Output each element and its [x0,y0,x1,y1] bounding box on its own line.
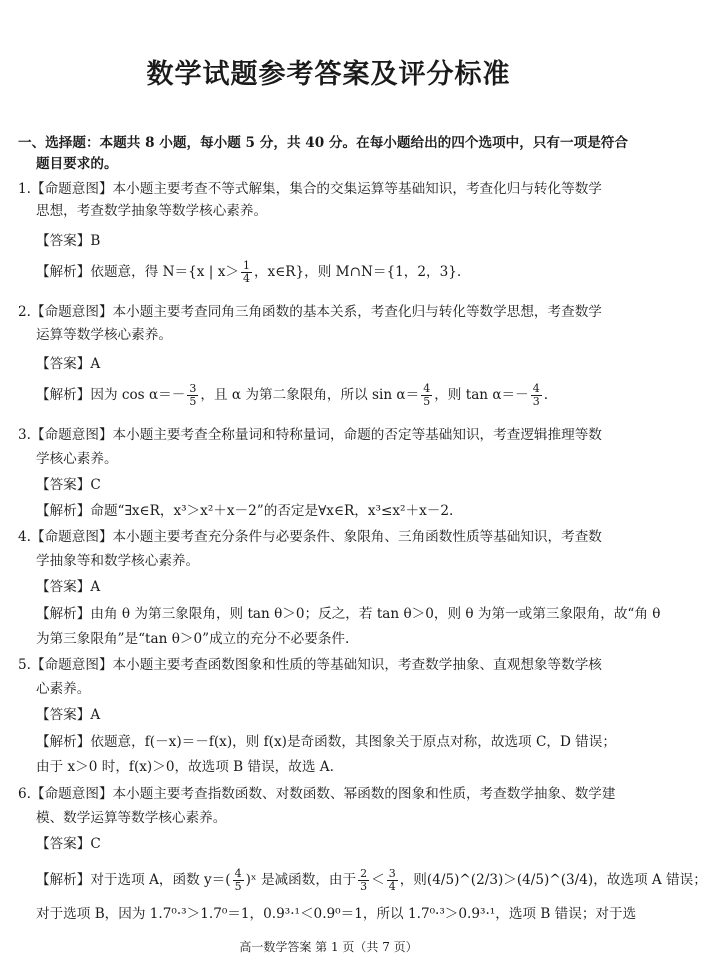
q2-answer: 【答案】A [36,356,101,372]
q2-fraction-tan: $\frac{4}{3}$ [532,382,540,408]
q2-intent-line1: 2.【命题意图】本小题主要考查同角三角函数的基本关系，考查化归与转化等数学思想，考查数学 [18,304,602,320]
q6-analysis-line2: 对于选项 B，因为 1.7⁰·³＞1.7⁰＝1，0.9³·¹＜0.9⁰＝1，所以 1.7⁰·³＞0.9³·¹，选项 B 错误；对于选 [36,906,637,922]
q1-fraction: $\frac{1}{4}$ [242,259,250,285]
q4-intent-line2: 学抽象等和数学核心素养。 [36,553,200,569]
q4-intent-line1: 4.【命题意图】本小题主要考查充分条件与必要条件、象限角、三角函数性质等基础知识，考查数 [18,529,602,545]
q3-intent-line1: 3.【命题意图】本小题主要考查全称量词和特称量词，命题的否定等基础知识，考查逻辑推理等数 [18,427,602,443]
q6-analysis-line1: 【解析】对于选项 A，函数 y＝( $\frac{4}{5}$ )ˣ 是减函数，由于 $\frac{2}{3}$ ＜ $\frac{3}{4}$ ，则(4/5)^(2/3)＞(4/5)^(3/4)，故选项 A 错误； [36,867,707,893]
q5-analysis-line1: 【解析】依题意，f(－x)＝－f(x)，则 f(x)是奇函数，其图象关于原点对称，故选项 C，D 错误； [36,734,616,750]
q1-analysis-suffix: ，x∈R}，则 M∩N＝{1，2，3}. [253,264,462,280]
q6-intent-line1: 6.【命题意图】本小题主要考查指数函数、对数函数、幂函数的图象和性质，考查数学抽象、数学建 [18,786,616,802]
q4-analysis-line2: 为第三象限角”是“tan θ＞0”成立的充分不必要条件. [36,631,350,647]
q5-intent-line1: 5.【命题意图】本小题主要考查函数图象和性质的等基础知识，考查数学抽象、直观想象等数学核 [18,657,602,673]
q2-fraction-sin: $\frac{4}{5}$ [423,382,431,408]
page-title: 数学试题参考答案及评分标准 [146,59,511,90]
page-footer: 高一数学答案 第 1 页（共 7 页） [239,940,418,954]
q5-intent-line2: 心素养。 [36,681,91,697]
q4-answer: 【答案】A [36,579,101,595]
q2-intent-line2: 运算等数学核心素养。 [36,327,172,343]
q2-fraction-cos: $\frac{3}{5}$ [189,382,197,408]
q1-analysis [36,259,642,285]
section-heading-line2: 题目要求的。 [36,156,118,172]
q6-fraction-base: $\frac{4}{5}$ [234,867,242,893]
q1-intent-line1: 1.【命题意图】本小题主要考查不等式解集，集合的交集运算等基础知识，考查化归与转化等数学 [18,181,602,197]
q1-answer: 【答案】B [36,233,101,249]
q6-answer: 【答案】C [36,836,101,852]
q3-answer: 【答案】C [36,477,101,493]
section-heading-line1: 一、选择题：本题共 8 小题，每小题 5 分，共 40 分。在每小题给出的四个选项中，只有一项是符合 [18,135,628,151]
q5-answer: 【答案】A [36,707,101,723]
q1-intent-line2: 思想，考查数学抽象等数学核心素养。 [36,203,268,219]
q6-fraction-two-thirds: $\frac{2}{3}$ [360,867,368,893]
q6-fraction-three-quarters: $\frac{3}{4}$ [388,867,396,893]
q2-analysis: 【解析】因为 cos α＝－ $\frac{3}{5}$ ，且 α 为第二象限角，所以 sin α＝ $\frac{4}{5}$ ，则 tan α＝－ $\frac{4}{3}$ . [36,382,549,408]
q3-intent-line2: 学核心素养。 [36,451,118,467]
q1-analysis-prefix: 【解析】依题意，得 N＝{x | x＞ [36,264,239,280]
q4-analysis-line1: 【解析】由角 θ 为第三象限角，则 tan θ＞0；反之，若 tan θ＞0，则 θ 为第一或第三象限角，故“角 θ [36,606,661,622]
q5-analysis-line2: 由于 x＞0 时，f(x)＞0，故选项 B 错误，故选 A. [36,759,334,775]
q3-analysis: 【解析】命题“∃x∈R，x³＞x²＋x－2”的否定是∀x∈R，x³≤x²＋x－2. [36,503,454,519]
q6-intent-line2: 模、数学运算等数学核心素养。 [36,810,227,826]
